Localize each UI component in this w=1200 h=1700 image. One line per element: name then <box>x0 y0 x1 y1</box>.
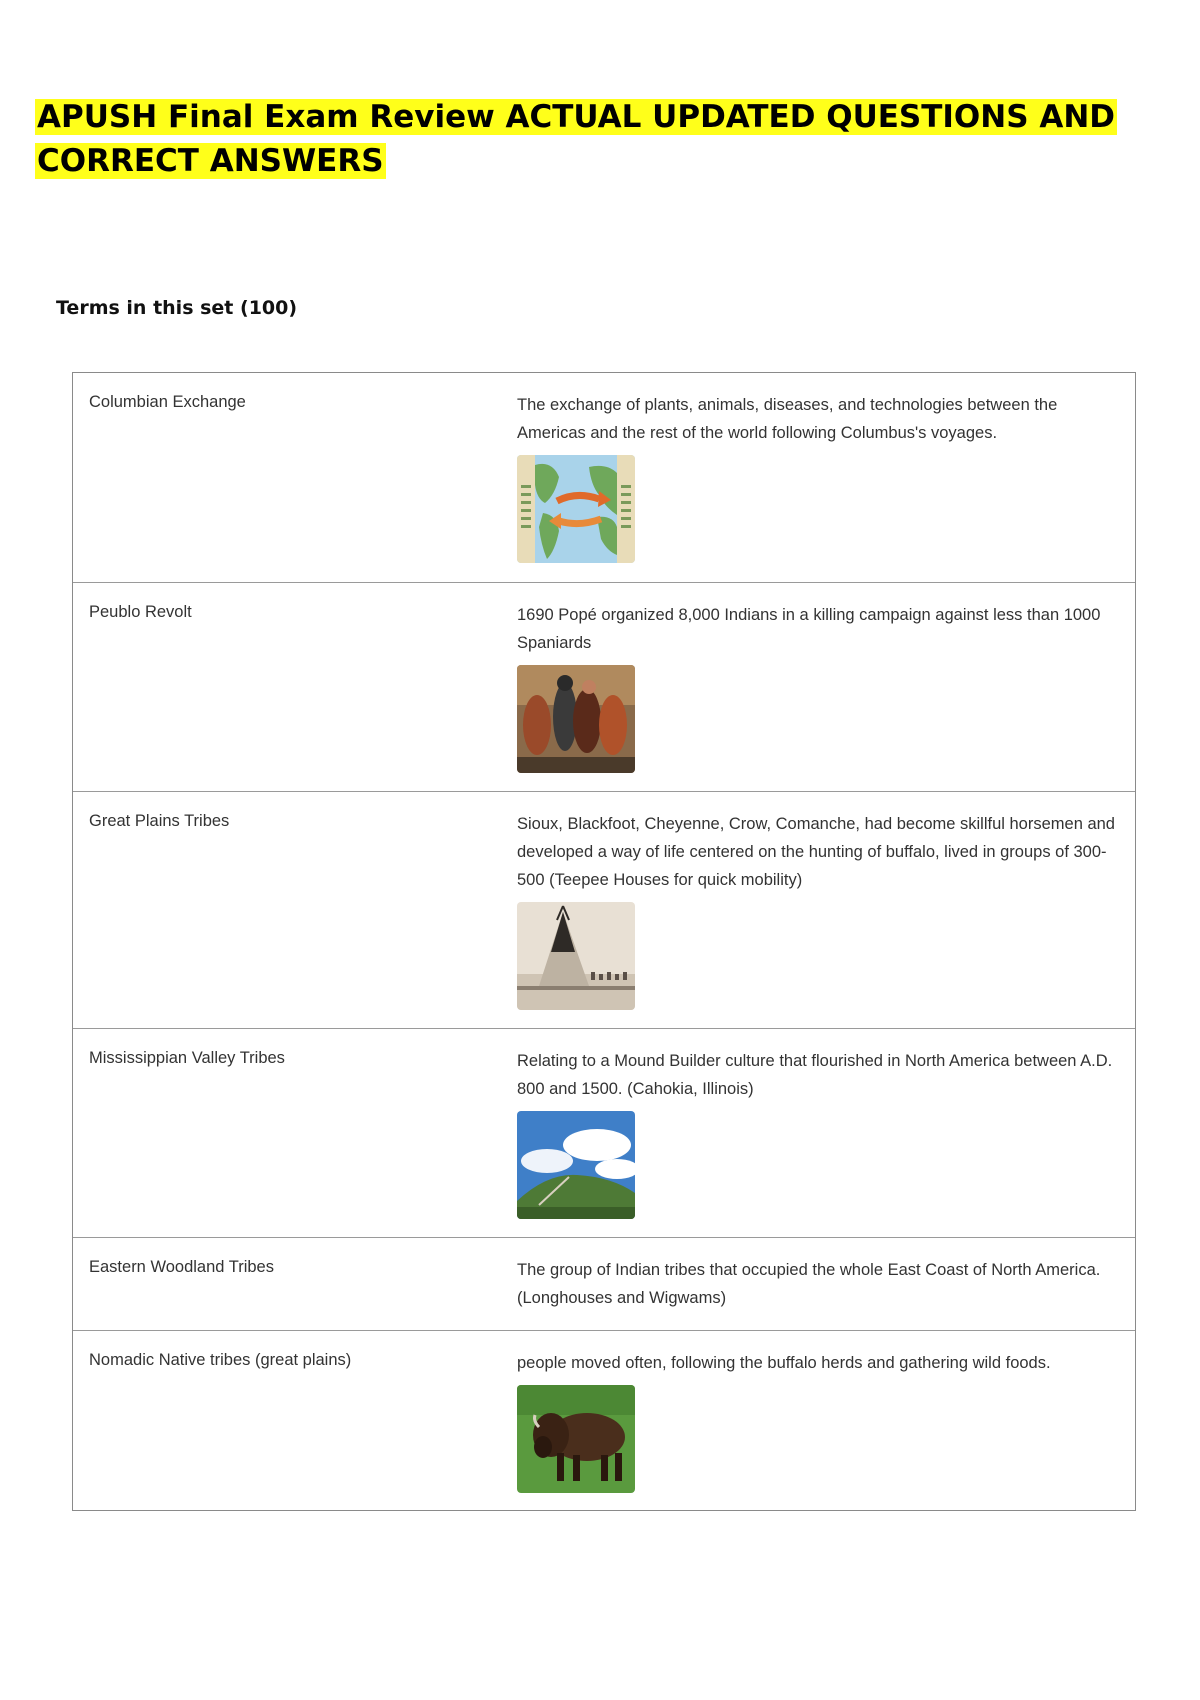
term-row <box>73 1237 1135 1330</box>
term-row <box>73 1028 1135 1237</box>
definition-text: The exchange of plants, animals, diseases, and technologies between the Americas and the rest of the world following Columbus's voyages. <box>517 396 1058 442</box>
term-definition <box>517 1238 1135 1330</box>
term-label: Peublo Revolt <box>89 603 192 621</box>
definition-text: 1690 Popé organized 8,000 Indians in a killing campaign against less than 1000 Spaniards <box>517 606 1101 652</box>
definition-text: Sioux, Blackfoot, Cheyenne, Crow, Comanche, had become skillful horsemen and developed a way of life centered on the hunting of buffalo, lived in groups of 300-500 (Teepee Houses for quick mobility) <box>517 815 1115 889</box>
definition-text: The group of Indian tribes that occupied the whole East Coast of North America. (Longhouses and Wigwams) <box>517 1261 1101 1307</box>
battle-painting-image <box>517 665 635 773</box>
term-row <box>73 582 1135 791</box>
term-definition <box>517 583 1135 791</box>
term-label: Columbian Exchange <box>89 393 246 411</box>
term-label: Mississippian Valley Tribes <box>89 1049 285 1067</box>
term-definition <box>517 792 1135 1028</box>
teepee-photo-image <box>517 902 635 1010</box>
mound-landscape-image <box>517 1111 635 1219</box>
term-definition <box>517 1331 1135 1510</box>
definition-text: Relating to a Mound Builder culture that flourished in North America between A.D. 800 and 1500. (Cahokia, Illinois) <box>517 1052 1113 1098</box>
term-definition <box>517 1029 1135 1237</box>
terms-count-heading: Terms in this set (100) <box>56 297 298 319</box>
term-row <box>73 791 1135 1028</box>
term-definition <box>517 373 1135 582</box>
document-title: APUSH Final Exam Review ACTUAL UPDATED QUESTIONS AND CORRECT ANSWERS <box>37 99 1116 179</box>
definition-text: people moved often, following the buffalo herds and gathering wild foods. <box>517 1354 1051 1372</box>
term-row <box>73 1330 1135 1510</box>
term-label: Eastern Woodland Tribes <box>89 1258 274 1276</box>
term-label: Nomadic Native tribes (great plains) <box>89 1351 352 1369</box>
term-row <box>73 373 1135 582</box>
buffalo-photo-image <box>517 1385 635 1493</box>
map-with-arrows-image <box>517 455 635 563</box>
term-label: Great Plains Tribes <box>89 812 230 830</box>
terms-table <box>72 372 1136 1511</box>
